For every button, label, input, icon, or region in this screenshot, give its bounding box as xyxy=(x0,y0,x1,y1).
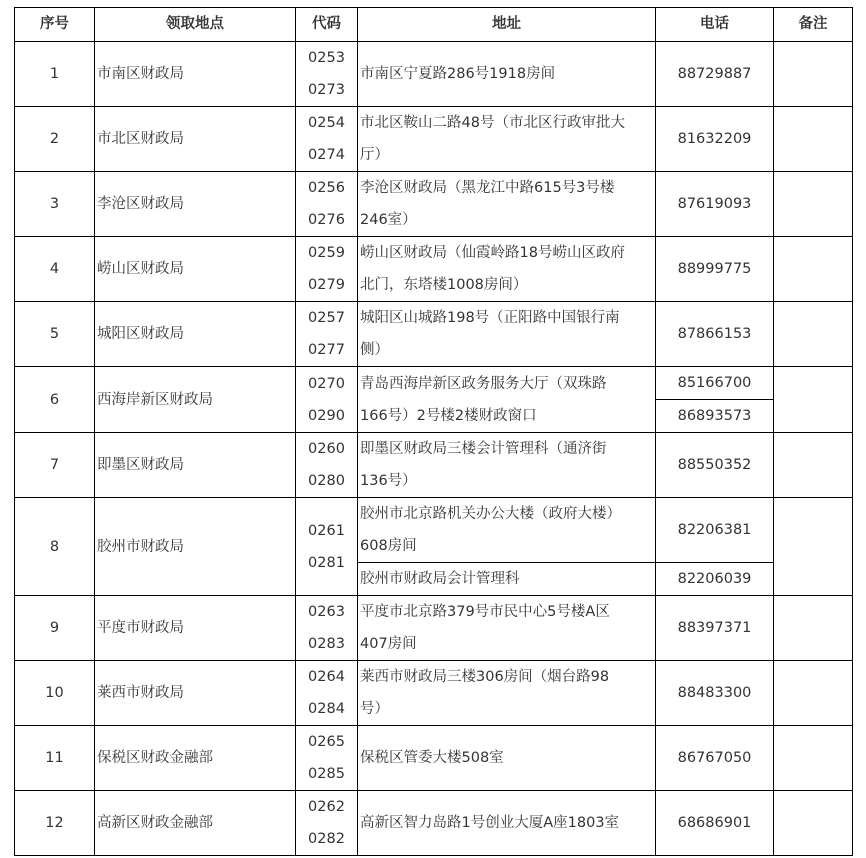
code-2: 0281 xyxy=(308,554,345,571)
header-phone: 电话 xyxy=(656,8,774,42)
row-address xyxy=(358,498,656,563)
table-row xyxy=(15,107,853,172)
row-address-2 xyxy=(358,563,656,596)
row-remark xyxy=(774,596,853,661)
row-number: 7 xyxy=(15,433,95,498)
row-phone-2: 82206039 xyxy=(656,563,774,596)
address-line: 246室） xyxy=(360,212,417,228)
row-remark xyxy=(774,302,853,367)
code-1: 0253 xyxy=(308,50,345,66)
row-phone: 68686901 xyxy=(656,791,774,856)
address-line: 侧） xyxy=(360,342,389,358)
address-line: 保税区管委大楼508室 xyxy=(360,750,504,766)
row-number: 5 xyxy=(15,302,95,367)
row-code xyxy=(296,237,358,302)
row-code xyxy=(296,498,358,596)
table-row xyxy=(15,726,853,791)
row-number: 1 xyxy=(15,42,95,107)
row-remark xyxy=(774,433,853,498)
address-line: 城阳区山城路198号（正阳路中国银行南 xyxy=(360,310,620,326)
row-remark xyxy=(774,791,853,856)
row-code xyxy=(296,172,358,237)
code-1: 0264 xyxy=(308,669,345,685)
row-address xyxy=(358,791,656,856)
table-row xyxy=(15,302,853,367)
row-address xyxy=(358,596,656,661)
row-number: 4 xyxy=(15,237,95,302)
row-phone: 88550352 xyxy=(656,433,774,498)
code-2: 0282 xyxy=(308,831,345,847)
row-phone: 88999775 xyxy=(656,237,774,302)
row-code xyxy=(296,433,358,498)
row-place: 崂山区财政局 xyxy=(95,237,296,302)
row-place: 高新区财政金融部 xyxy=(95,791,296,856)
code-1: 0265 xyxy=(308,734,345,750)
table-row xyxy=(15,791,853,856)
row-number: 6 xyxy=(15,367,95,433)
row-place: 平度市财政局 xyxy=(95,596,296,661)
code-1: 0261 xyxy=(308,522,345,539)
code-1: 0257 xyxy=(308,310,345,326)
table-row xyxy=(15,367,853,400)
code-2: 0279 xyxy=(308,277,345,293)
row-phone: 82206381 xyxy=(656,498,774,563)
header-no: 序号 xyxy=(15,8,95,42)
address-line: 莱西市财政局三楼306房间（烟台路98 xyxy=(360,669,610,685)
row-remark xyxy=(774,237,853,302)
code-2: 0285 xyxy=(308,766,345,782)
row-place: 市南区财政局 xyxy=(95,42,296,107)
row-address xyxy=(358,433,656,498)
row-number: 11 xyxy=(15,726,95,791)
row-number: 9 xyxy=(15,596,95,661)
row-phone: 86767050 xyxy=(656,726,774,791)
address-line: 青岛西海岸新区政务服务大厅（双珠路 xyxy=(360,375,607,392)
address-line: 平度市北京路379号市民中心5号楼A区 xyxy=(360,604,610,620)
row-code xyxy=(296,726,358,791)
row-remark xyxy=(774,42,853,107)
row-phone: 87619093 xyxy=(656,172,774,237)
row-phone: 81632209 xyxy=(656,107,774,172)
code-1: 0263 xyxy=(308,604,345,620)
code-2: 0280 xyxy=(308,473,345,489)
row-phone: 85166700 xyxy=(656,367,774,400)
row-address xyxy=(358,726,656,791)
table-row xyxy=(15,433,853,498)
code-2: 0274 xyxy=(308,147,345,163)
address-line: 李沧区财政局（黑龙江中路615号3号楼 xyxy=(360,180,615,196)
address-line: 北门，东塔楼1008房间） xyxy=(360,277,528,293)
address-line: 崂山区财政局（仙霞岭路18号崂山区政府 xyxy=(360,245,625,261)
row-place: 城阳区财政局 xyxy=(95,302,296,367)
address-line: 胶州市北京路机关办公大楼（政府大楼） xyxy=(360,506,621,522)
row-remark xyxy=(774,726,853,791)
address-line: 厅） xyxy=(360,147,389,163)
row-place: 即墨区财政局 xyxy=(95,433,296,498)
row-address xyxy=(358,367,656,433)
header-row xyxy=(15,8,853,42)
row-remark xyxy=(774,172,853,237)
code-2: 0277 xyxy=(308,342,345,358)
code-2: 0283 xyxy=(308,636,345,652)
table-row xyxy=(15,172,853,237)
code-1: 0256 xyxy=(308,180,345,196)
row-phone-2: 86893573 xyxy=(656,400,774,433)
address-line: 即墨区财政局三楼会计管理科（通济街 xyxy=(360,441,607,457)
row-number: 10 xyxy=(15,661,95,726)
table-row xyxy=(15,42,853,107)
row-place: 莱西市财政局 xyxy=(95,661,296,726)
row-place: 市北区财政局 xyxy=(95,107,296,172)
table-row xyxy=(15,661,853,726)
row-code xyxy=(296,107,358,172)
code-1: 0262 xyxy=(308,799,345,815)
row-phone: 88729887 xyxy=(656,42,774,107)
header-code: 代码 xyxy=(296,8,358,42)
row-address xyxy=(358,661,656,726)
row-code xyxy=(296,302,358,367)
row-number: 3 xyxy=(15,172,95,237)
row-phone: 87866153 xyxy=(656,302,774,367)
row-remark xyxy=(774,367,853,433)
row-address xyxy=(358,172,656,237)
address-line: 136号） xyxy=(360,473,417,489)
header-remark: 备注 xyxy=(774,8,853,42)
code-2: 0273 xyxy=(308,82,345,98)
row-place: 胶州市财政局 xyxy=(95,498,296,596)
row-number: 8 xyxy=(15,498,95,596)
row-place: 李沧区财政局 xyxy=(95,172,296,237)
collection-points-table xyxy=(14,7,853,856)
row-code xyxy=(296,42,358,107)
row-code xyxy=(296,791,358,856)
code-2: 0284 xyxy=(308,701,345,717)
row-number: 2 xyxy=(15,107,95,172)
row-code xyxy=(296,661,358,726)
address-line: 407房间 xyxy=(360,636,417,652)
address-line: 市北区鞍山二路48号（市北区行政审批大 xyxy=(360,115,625,131)
header-place: 领取地点 xyxy=(95,8,296,42)
code-1: 0259 xyxy=(308,245,345,261)
code-1: 0254 xyxy=(308,115,345,131)
address-line: 市南区宁夏路286号1918房间 xyxy=(360,66,556,82)
table-row xyxy=(15,237,853,302)
address-line: 胶州市财政局会计管理科 xyxy=(360,571,520,587)
code-1: 0270 xyxy=(308,375,345,392)
address-line: 166号）2号楼2楼财政窗口 xyxy=(360,407,537,424)
row-place: 保税区财政金融部 xyxy=(95,726,296,791)
row-address xyxy=(358,237,656,302)
row-phone: 88483300 xyxy=(656,661,774,726)
row-remark xyxy=(774,498,853,596)
row-phone: 88397371 xyxy=(656,596,774,661)
code-2: 0290 xyxy=(308,407,345,424)
code-1: 0260 xyxy=(308,441,345,457)
address-line: 高新区智力岛路1号创业大厦A座1803室 xyxy=(360,815,620,831)
row-code xyxy=(296,367,358,433)
table-row xyxy=(15,498,853,563)
row-address xyxy=(358,302,656,367)
address-line: 号） xyxy=(360,701,389,717)
row-remark xyxy=(774,107,853,172)
row-remark xyxy=(774,661,853,726)
row-address xyxy=(358,42,656,107)
header-address: 地址 xyxy=(358,8,656,42)
row-number: 12 xyxy=(15,791,95,856)
table-row xyxy=(15,596,853,661)
row-address xyxy=(358,107,656,172)
row-place: 西海岸新区财政局 xyxy=(95,367,296,433)
address-line: 608房间 xyxy=(360,538,417,554)
code-2: 0276 xyxy=(308,212,345,228)
row-code xyxy=(296,596,358,661)
